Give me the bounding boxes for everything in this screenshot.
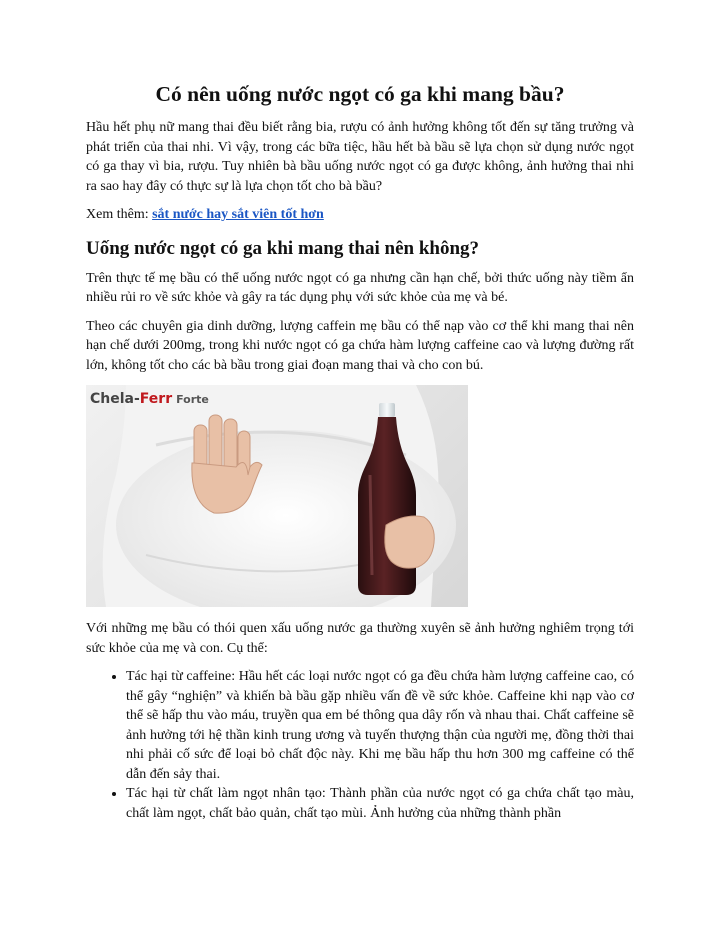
paragraph-2: Theo các chuyên gia dinh dưỡng, lượng caffein mẹ bầu có thể nạp vào cơ thể khi mang thai nên hạn chế dưới 200mg, trong khi nước ngọt có ga chứa hàm lượng caffeine cao và lượng đường rất lớn, không tốt cho các bà bầu trong giai đoạn mang thai và cho con bú. <box>86 318 634 373</box>
see-also-label: Xem thêm: <box>86 207 153 222</box>
paragraph-3: Với những mẹ bầu có thói quen xấu uống nước ga thường xuyên sẽ ảnh hưởng nghiêm trọng tới sức khỏe của mẹ và con. Cụ thể: <box>86 621 634 656</box>
article-body <box>86 80 634 823</box>
list-item: • Tác hại từ chất làm ngọt nhân tạo: Thành phần của nước ngọt có ga chứa chất tạo màu, chất làm ngọt, chất bảo quản, chất tạo mùi. Ảnh hưởng của những thành phần <box>126 784 634 823</box>
paragraph-1: Trên thực tế mẹ bầu có thể uống nước ngọt có ga nhưng cần hạn chế, bởi thức uống này tiềm ẩn nhiều rủi ro về sức khỏe và gây ra tác dụng phụ với sức khỏe của mẹ và bé. <box>86 270 634 305</box>
article-image <box>86 385 468 607</box>
see-also-link[interactable]: sắt nước hay sắt viên tốt hơn <box>152 207 324 222</box>
harm-list <box>86 667 634 823</box>
pregnant-woman-soda-illustration <box>86 385 468 607</box>
brand-logo: Chela-Ferr Forte <box>90 391 209 407</box>
article-title: Có nên uống nước ngọt có ga khi mang bầu? <box>155 82 565 106</box>
intro-paragraph: Hầu hết phụ nữ mang thai đều biết rằng bia, rượu có ảnh hưởng không tốt đến sự tăng trưởng và phát triển của thai nhi. Vì vậy, trong các bữa tiệc, hầu hết bà bầu sẽ lựa chọn sử dụng nước ngọt có ga thay vì bia, rượu. Tuy nhiên bà bầu uống nước ngọt có ga được không, ảnh hưởng thai nhi ra sao hay đây có thực sự là lựa chọn tốt cho bà bầu? <box>86 120 634 194</box>
list-item: • Tác hại từ caffeine: Hầu hết các loại nước ngọt có ga đều chứa hàm lượng caffeine cao, có thể gây “nghiện” và khiến bà bầu gặp nhiều vấn đề về sức khỏe. Caffeine khi nạp vào cơ thể sẽ hấp thu vào máu, truyền qua em bé thông qua dây rốn và nhau thai. Chất caffeine sẽ ảnh hưởng tới hệ thần kinh trung ương và tuyến thượng thận của người mẹ, đồng thời thai nhi phải cố sức để loại bỏ chất độc này. Khi mẹ bầu hấp thu hơn 300 mg caffeine có thể dẫn đến sảy thai. <box>126 667 634 784</box>
see-also <box>86 205 634 225</box>
section-heading: Uống nước ngọt có ga khi mang thai nên không? <box>86 237 480 259</box>
